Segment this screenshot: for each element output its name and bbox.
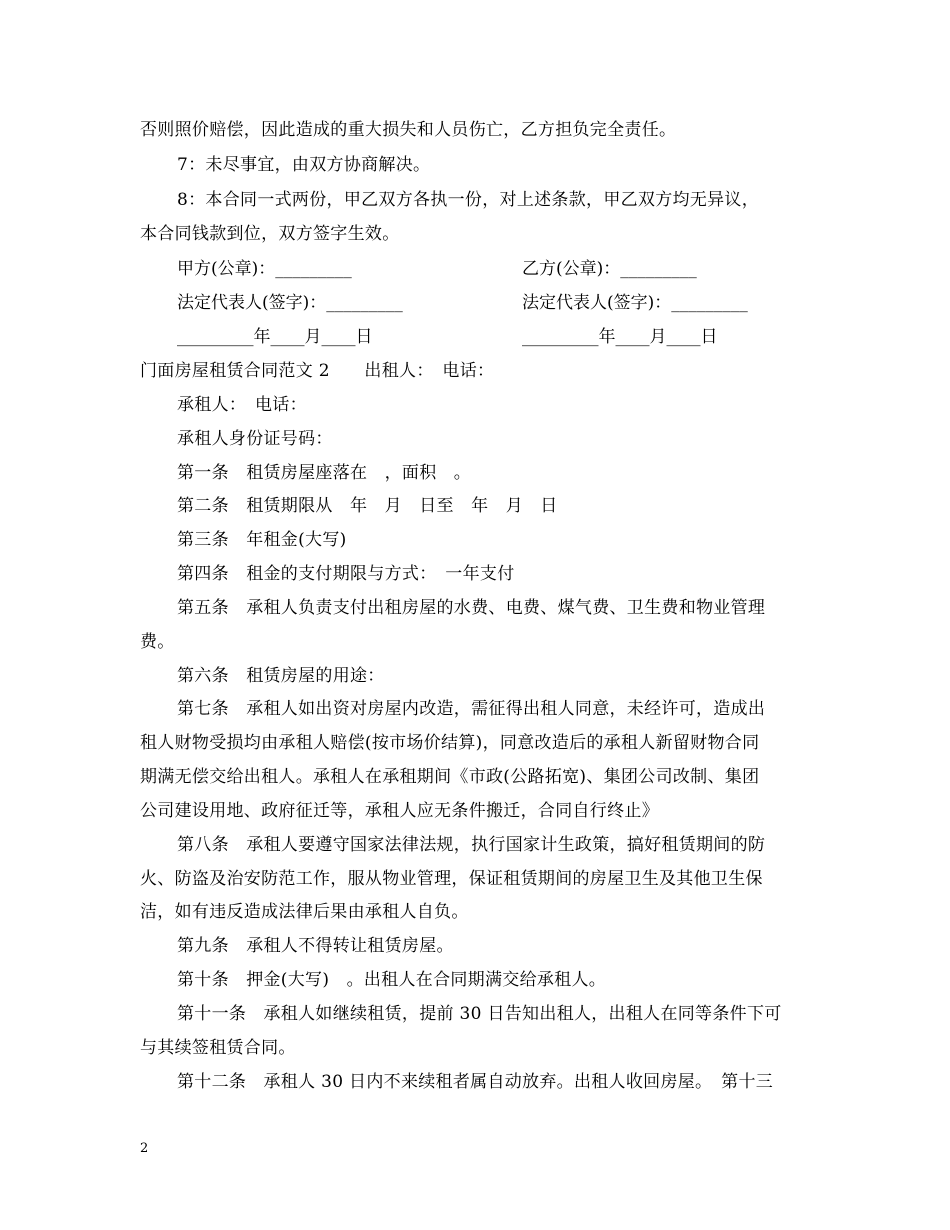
article-7-continuation: 公司建设用地、政府征迁等，承租人应无条件搬迁，合同自行终止》	[140, 801, 659, 821]
article-8: 第八条 承租人要遵守国家法律法规，执行国家计生政策，搞好租赁期间的防	[177, 835, 766, 855]
article-7: 第七条 承租人如出资对房屋内改造，需征得出租人同意，未经许可，造成出	[177, 699, 766, 719]
section-title-line: 门面房屋租赁合同范文 2 出租人： 电话：	[140, 361, 495, 381]
party-b-representative: 法定代表人(签字)：_________	[522, 293, 748, 313]
clause-7-line: 7：未尽事宜，由双方协商解决。	[177, 155, 431, 175]
article-2: 第二条 租赁期限从 年 月 日至 年 月 日	[177, 496, 558, 516]
party-b-date: _________年____月____日	[522, 327, 718, 347]
party-a-representative: 法定代表人(签字)：_________	[177, 293, 403, 313]
article-11: 第十一条 承租人如继续租赁，提前 30 日告知出租人，出租人在同等条件下可	[177, 1004, 782, 1024]
article-7-continuation: 期满无偿交给出租人。承租人在承租期间《市政(公路拓宽)、集团公司改制、集团	[140, 767, 760, 787]
article-9: 第九条 承租人不得转让租赁房屋。	[177, 936, 454, 956]
article-5-continuation: 费。	[140, 632, 175, 652]
clause-8-line: 8：本合同一式两份，甲乙双方各执一份，对上述条款，甲乙双方均无异议，	[177, 190, 760, 210]
article-8-continuation: 洁，如有违反造成法律后果由承租人自负。	[140, 902, 469, 922]
article-7-continuation: 租人财物受损均由承租人赔偿(按市场价结算)，同意改造后的承租人新留财物合同	[140, 733, 760, 753]
article-6: 第六条 租赁房屋的用途：	[177, 666, 385, 686]
article-10: 第十条 押金(大写) 。出租人在合同期满交给承租人。	[177, 970, 607, 990]
article-8-continuation: 火、防盗及治安防范工作，服从物业管理，保证租赁期间的房屋卫生及其他卫生保	[140, 869, 763, 889]
party-a-seal: 甲方(公章)：_________	[177, 259, 352, 279]
lessee-line: 承租人： 电话：	[177, 395, 307, 415]
paragraph-line: 否则照价赔偿，因此造成的重大损失和人员伤亡，乙方担负完全责任。	[140, 120, 677, 140]
clause-8-continuation: 本合同钱款到位，双方签字生效。	[140, 224, 400, 244]
article-5: 第五条 承租人负责支付出租房屋的水费、电费、煤气费、卫生费和物业管理	[177, 598, 766, 618]
article-1: 第一条 租赁房屋座落在 ，面积 。	[177, 463, 472, 483]
article-3: 第三条 年租金(大写)	[177, 530, 347, 550]
article-11-continuation: 与其续签租赁合同。	[140, 1038, 296, 1058]
party-a-date: _________年____月____日	[177, 327, 373, 347]
party-b-seal: 乙方(公章)：_________	[522, 259, 697, 279]
lessee-id-line: 承租人身份证号码：	[177, 429, 333, 449]
page-number: 2	[140, 1141, 149, 1156]
article-4: 第四条 租金的支付期限与方式： 一年支付	[177, 564, 515, 584]
article-12: 第十二条 承租人 30 日内不来续租者属自动放弃。出租人收回房屋。 第十三	[177, 1072, 774, 1092]
